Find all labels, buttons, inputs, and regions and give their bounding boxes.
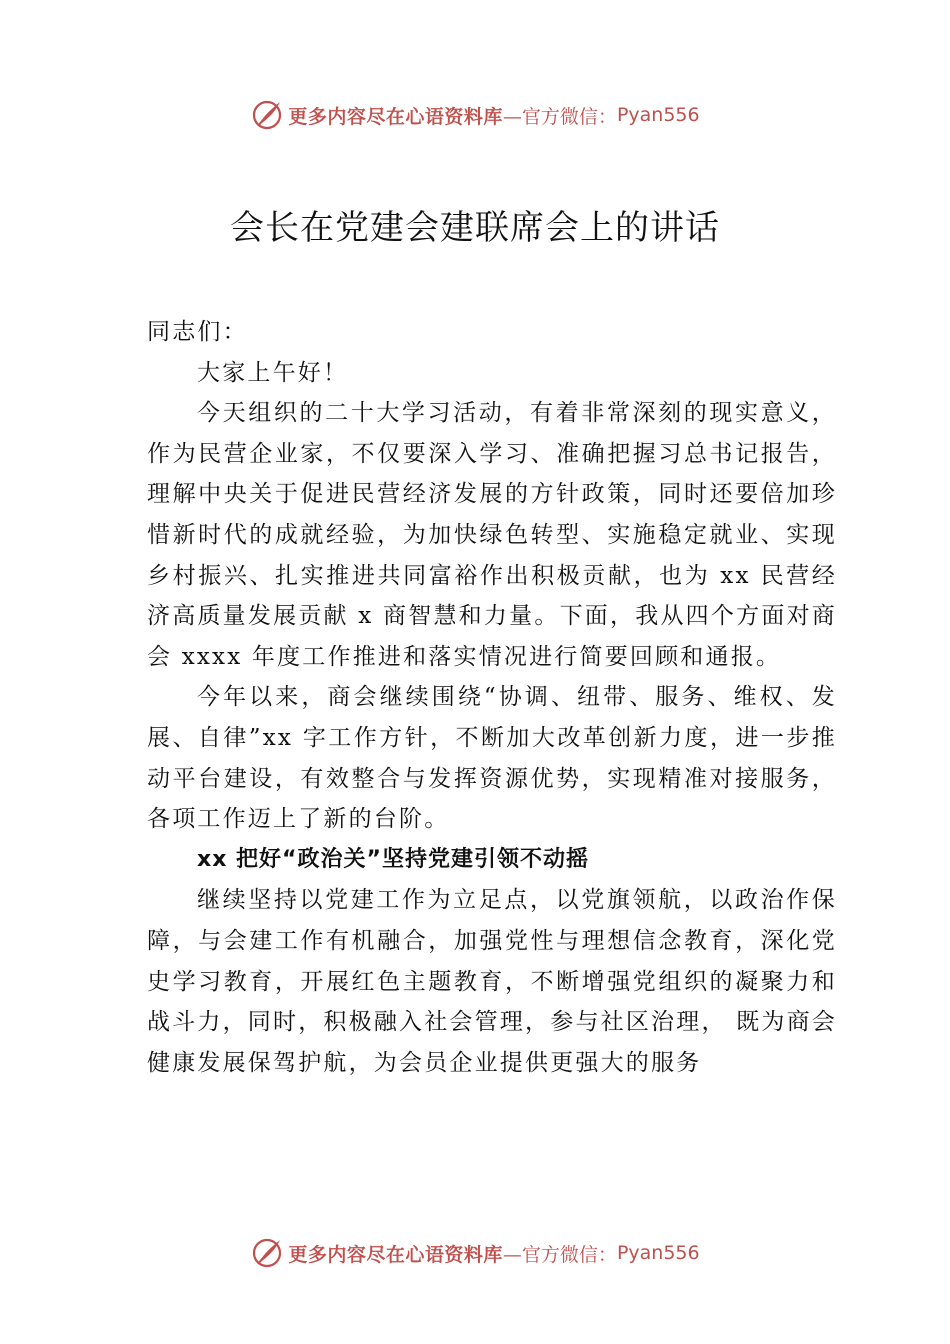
document-title: 会长在党建会建联席会上的讲话	[230, 208, 720, 248]
paragraph-2: 今年以来，商会继续围绕“协调、纽带、服务、维权、发展、自律”xx 字工作方针，不断加大改革创新力度，进一步推动平台建设，有效整合与发挥资源优势，实现精准对接服务，各项工作迈上了新的台阶。	[147, 684, 837, 833]
feather-pen-logo-icon	[250, 1236, 284, 1270]
greeting: 大家上午好！	[197, 359, 349, 386]
document-body	[147, 312, 837, 1083]
feather-pen-logo-icon	[250, 98, 284, 132]
header-banner	[0, 95, 950, 135]
banner-dash: —官方微信：	[502, 1243, 617, 1266]
footer-banner	[0, 1233, 950, 1273]
banner-text: 更多内容尽在心语资料库	[288, 105, 503, 128]
banner-dash: —官方微信：	[502, 105, 617, 128]
section-heading-1: xx 把好“政治关”坚持党建引领不动摇	[197, 846, 589, 872]
banner-wechat: Pyan556	[616, 1242, 700, 1264]
paragraph-3: 继续坚持以党建工作为立足点，以党旗领航，以政治作保障，与会建工作有机融合，加强党性与理想信念教育，深化党史学习教育，开展红色主题教育，不断增强党组织的凝聚力和战斗力，同时，积极融入社会管理，参与社区治理， 既为商会健康发展保驾护航，为会员企业提供更强大的服务	[147, 887, 837, 1076]
banner-wechat: Pyan556	[616, 104, 700, 126]
paragraph-1: 今天组织的二十大学习活动，有着非常深刻的现实意义，作为民营企业家，不仅要深入学习、准确把握习总书记报告，理解中央关于促进民营经济发展的方针政策，同时还要倍加珍惜新时代的成就经验，为加快绿色转型、实施稳定就业、实现乡村振兴、扎实推进共同富裕作出积极贡献，也为 xx 民营经济高质量发展贡献 x 商智慧和力量。下面，我从四个方面对商会 xxxx 年度工作推进和落实情况进行简要回顾和通报。	[147, 400, 837, 670]
salutation: 同志们：	[147, 319, 248, 345]
banner-text: 更多内容尽在心语资料库	[288, 1243, 503, 1266]
